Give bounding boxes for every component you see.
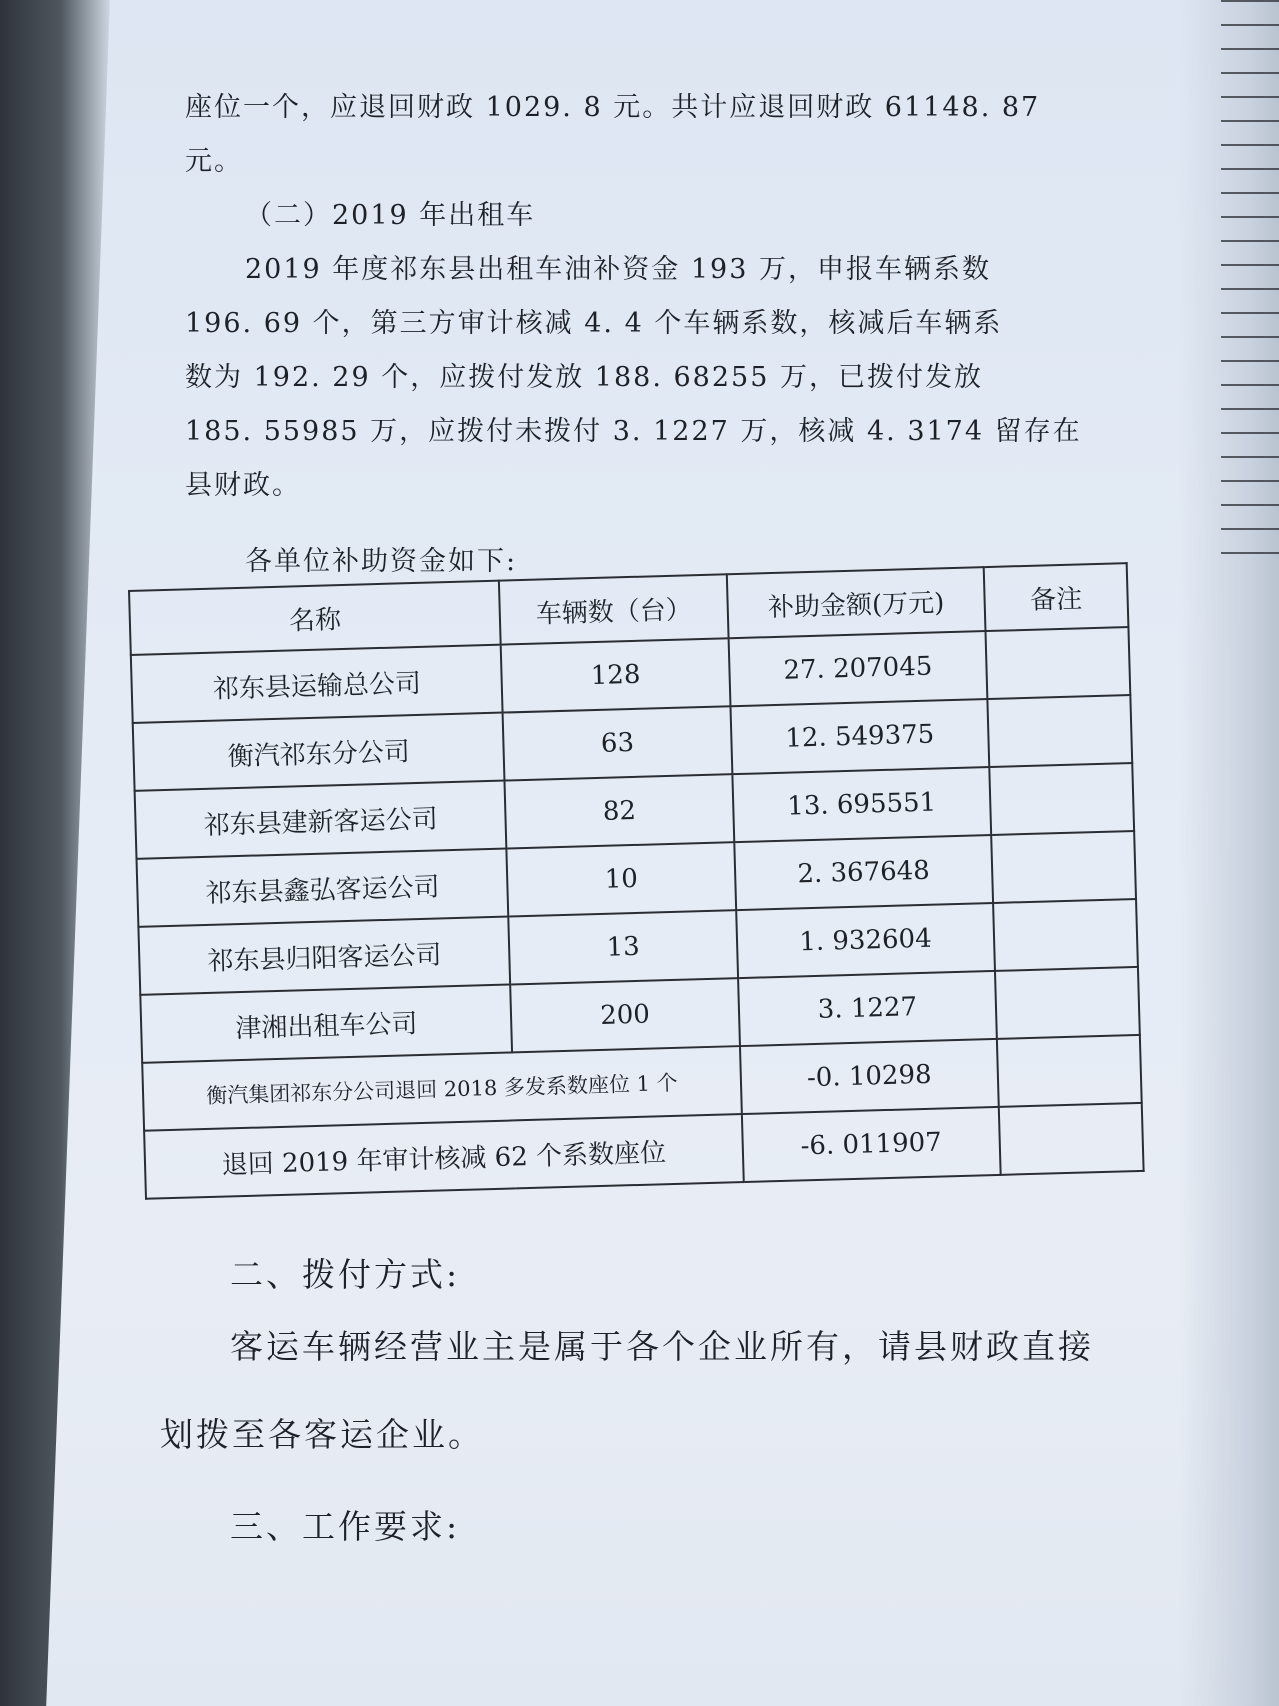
- table-intro: 各单位补助资金如下:: [245, 546, 518, 577]
- para3-line1: 客运车辆经营业主是属于各个企业所有，请县财政直接: [230, 1327, 1094, 1366]
- row-amount: 13. 695551: [732, 767, 991, 842]
- row-amount: -0. 10298: [740, 1039, 999, 1114]
- para3-line2: 划拨至各客运企业。: [160, 1415, 484, 1454]
- para2-line5: 县财政。: [185, 470, 301, 501]
- merged-label: 衡汽集团祁东分公司退回 2018 多发系数座位 1 个: [142, 1046, 741, 1131]
- heading-three: 三、工作要求:: [230, 1507, 461, 1546]
- background-shadow: [0, 0, 110, 1706]
- row-note: [991, 831, 1136, 903]
- row-note: [995, 967, 1140, 1039]
- row-count: 13: [509, 910, 738, 984]
- row-count: 10: [507, 842, 736, 916]
- row-count: 82: [505, 774, 734, 848]
- row-amount: 1. 932604: [736, 903, 995, 978]
- header-name: 名称: [129, 581, 501, 655]
- row-amount: 3. 1227: [738, 971, 997, 1046]
- para2-line2: 196. 69 个，第三方审计核减 4. 4 个车辆系数，核减后车辆系: [185, 308, 1003, 339]
- para1-line2: 元。: [185, 146, 243, 177]
- row-note: [999, 1103, 1144, 1175]
- header-count: 车辆数（台）: [499, 574, 728, 644]
- row-count: 63: [503, 706, 732, 780]
- subsidy-table: [128, 562, 1145, 1200]
- para2-line3: 数为 192. 29 个，应拨付发放 188. 68255 万，已拨付发放: [185, 362, 983, 393]
- row-name: 祁东县建新客运公司: [135, 781, 507, 859]
- row-count: 128: [501, 638, 730, 712]
- row-name: 祁东县鑫弘客运公司: [137, 849, 509, 927]
- binder-rings: [1221, 0, 1279, 560]
- row-name: 津湘出租车公司: [140, 984, 512, 1062]
- row-amount: 27. 207045: [728, 631, 987, 706]
- row-amount: -6. 011907: [742, 1107, 1001, 1182]
- row-amount: 12. 549375: [730, 699, 989, 774]
- header-note: 备注: [984, 563, 1129, 631]
- row-name: 祁东县运输总公司: [131, 645, 503, 723]
- row-count: 200: [510, 978, 739, 1052]
- section-heading: （二）2019 年出租车: [245, 200, 536, 231]
- row-name: 衡汽祁东分公司: [133, 713, 505, 791]
- heading-two: 二、拨付方式:: [230, 1255, 461, 1294]
- para2-line4: 185. 55985 万，应拨付未拨付 3. 1227 万，核减 4. 3174 留存在: [185, 416, 1082, 447]
- row-note: [993, 899, 1138, 971]
- row-note: [986, 627, 1131, 699]
- row-note: [997, 1035, 1142, 1107]
- row-amount: 2. 367648: [734, 835, 993, 910]
- row-name: 祁东县归阳客运公司: [138, 917, 510, 995]
- header-amount: 补助金额(万元): [727, 567, 986, 638]
- row-note: [989, 763, 1134, 835]
- para1-line1: 座位一个，应退回财政 1029. 8 元。共计应退回财政 61148. 87: [185, 92, 1041, 123]
- merged-label: 退回 2019 年审计核减 62 个系数座位: [144, 1114, 743, 1199]
- row-note: [988, 695, 1133, 767]
- para2-line1: 2019 年度祁东县出租车油补资金 193 万，申报车辆系数: [245, 254, 991, 285]
